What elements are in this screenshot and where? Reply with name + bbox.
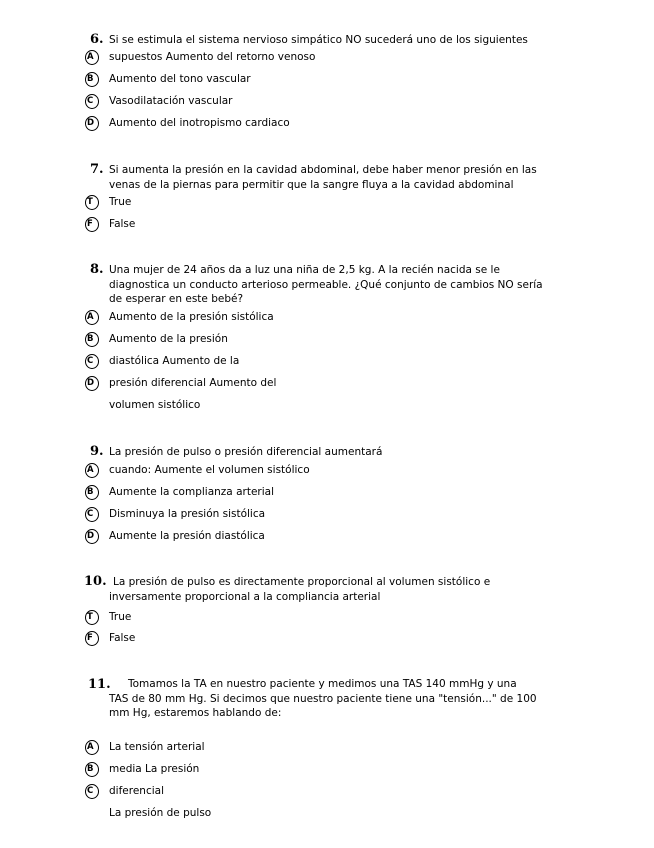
option-line: presión diferencial Aumento del xyxy=(109,377,277,389)
question-text xyxy=(109,33,579,48)
option-bubble-f[interactable]: F xyxy=(85,631,99,646)
option-bubble-a[interactable]: A xyxy=(85,463,99,478)
option-bubble-a[interactable]: A xyxy=(85,310,99,325)
question-line: La presión de pulso es directamente proporcional al volumen sistólico e xyxy=(113,576,491,588)
option-line: diastólica Aumento de la xyxy=(109,355,240,367)
option-bubble-f[interactable]: F xyxy=(85,217,99,232)
option-bubble-a[interactable]: A xyxy=(85,50,99,65)
option-bubble-d[interactable]: D xyxy=(85,376,99,391)
question-text xyxy=(109,445,579,460)
option-bubble-b[interactable]: B xyxy=(85,762,99,777)
option-line: volumen sistólico xyxy=(109,399,201,411)
option-bubble-d[interactable]: D xyxy=(85,116,99,131)
question-line: Si se estimula el sistema nervioso simpático NO sucederá uno de los siguientes xyxy=(109,34,528,46)
question-line: La presión de pulso o presión diferencial aumentará xyxy=(109,446,383,458)
question-line: inversamente proporcional a la compliancia arterial xyxy=(109,590,381,603)
option-bubble-c[interactable]: C xyxy=(85,94,99,109)
question-number: 10. xyxy=(84,574,107,589)
question-number: 6. xyxy=(90,32,104,47)
option-bubble-t[interactable]: T xyxy=(85,610,99,625)
question-number: 9. xyxy=(90,444,104,459)
option-line: False xyxy=(109,632,136,644)
option-line: La tensión arterial xyxy=(109,741,205,753)
option-line: Aumento del tono vascular xyxy=(109,73,251,85)
question-line: de esperar en este bebé? xyxy=(109,293,244,305)
option-bubble-t[interactable]: T xyxy=(85,195,99,210)
option-line: True xyxy=(109,196,132,208)
option-line: False xyxy=(109,218,136,230)
question-number: 7. xyxy=(90,162,104,177)
option-bubble-a[interactable]: A xyxy=(85,740,99,755)
option-line: media La presión xyxy=(109,763,200,775)
question-text xyxy=(109,263,579,307)
option-line: True xyxy=(109,611,132,623)
question-line: venas de la piernas para permitir que la sangre fluya a la cavidad abdominal xyxy=(109,178,514,191)
question-line: Tomamos la TA en nuestro paciente y medimos una TAS 140 mmHg y una xyxy=(128,678,517,690)
question-line: diagnostica un conducto arterioso permeable. ¿Qué conjunto de cambios NO sería xyxy=(109,278,543,291)
option-bubble-b[interactable]: B xyxy=(85,332,99,347)
question-line: Una mujer de 24 años da a luz una niña de 2,5 kg. A la recién nacida se le xyxy=(109,264,500,276)
option-bubble-d[interactable]: D xyxy=(85,529,99,544)
option-line: Aumento de la presión xyxy=(109,333,228,345)
option-bubble-b[interactable]: B xyxy=(85,485,99,500)
option-line: Aumento de la presión sistólica xyxy=(109,311,274,323)
question-text xyxy=(109,163,579,192)
option-bubble-c[interactable]: C xyxy=(85,354,99,369)
question-text xyxy=(109,677,579,721)
option-line: Disminuya la presión sistólica xyxy=(109,508,266,520)
option-line: supuestos Aumento del retorno venoso xyxy=(109,51,316,63)
question-number: 8. xyxy=(90,262,104,277)
option-line: Vasodilatación vascular xyxy=(109,95,233,107)
option-line: Aumente la complianza arterial xyxy=(109,486,274,498)
option-line: Aumente la presión diastólica xyxy=(109,530,265,542)
question-line: mm Hg, estaremos hablando de: xyxy=(109,707,282,719)
option-line: La presión de pulso xyxy=(109,807,212,819)
option-line: cuando: Aumente el volumen sistólico xyxy=(109,464,310,476)
option-bubble-c[interactable]: C xyxy=(85,507,99,522)
question-line: Si aumenta la presión en la cavidad abdominal, debe haber menor presión en las xyxy=(109,164,537,176)
option-line: diferencial xyxy=(109,785,164,797)
question-line: TAS de 80 mm Hg. Si decimos que nuestro paciente tiene una "tensión..." de 100 xyxy=(109,692,537,705)
option-line: Aumento del inotropismo cardiaco xyxy=(109,117,290,129)
option-bubble-b[interactable]: B xyxy=(85,72,99,87)
question-text xyxy=(109,575,579,604)
question-number: 11. xyxy=(88,677,111,692)
option-bubble-c[interactable]: C xyxy=(85,784,99,799)
